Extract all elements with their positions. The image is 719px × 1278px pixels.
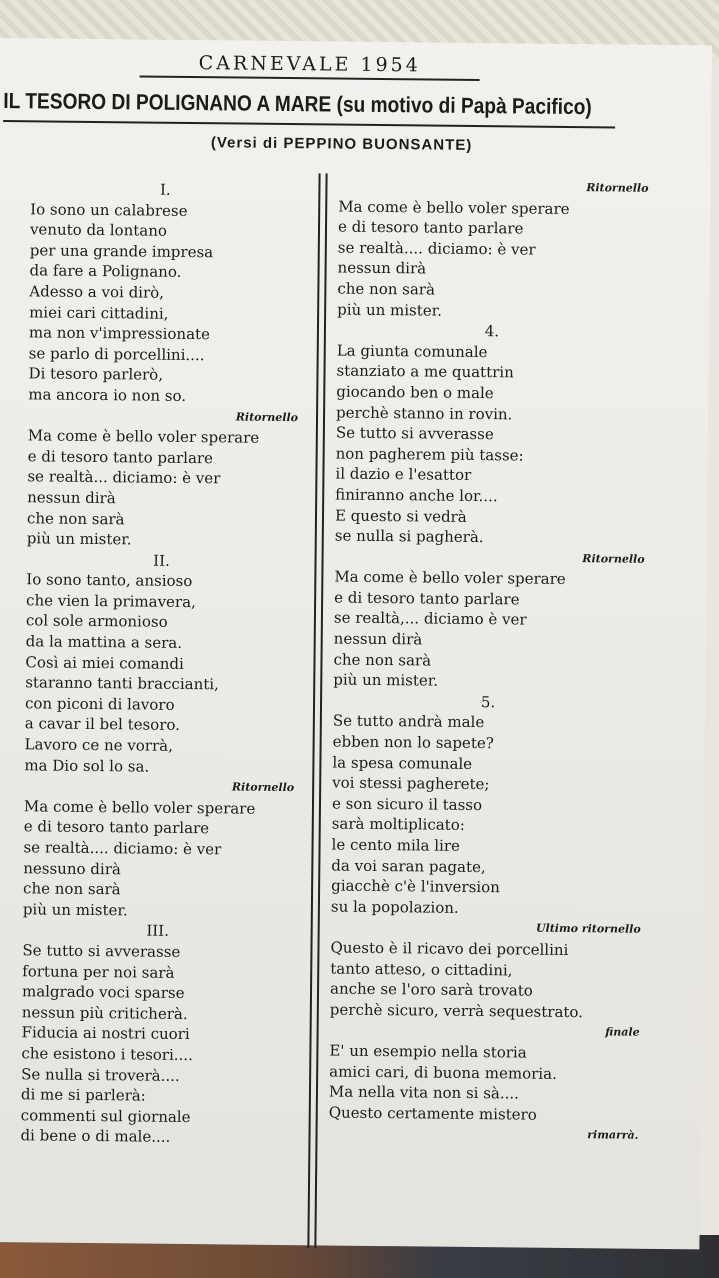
verse-line: Se tutto si avverasse xyxy=(22,941,181,961)
verse-line: da fare a Polignano. xyxy=(29,261,182,282)
verse-line: Adesso a voi dirò, xyxy=(29,282,165,302)
verse-line: se parlo di porcellini.... xyxy=(28,344,205,364)
verse-line: Ma come è bello voler sperare xyxy=(23,797,256,818)
banner-heading: CARNEVALE 1954 xyxy=(140,51,480,81)
verse-line: di me si parlerà: xyxy=(20,1085,146,1105)
verse-line: La giunta comunale xyxy=(336,341,488,361)
verse-line: sarà moltiplicato: xyxy=(331,814,465,835)
verse-line: Questo è il ricavo dei porcellini xyxy=(330,938,569,959)
verse-line: ma ancora io non so. xyxy=(28,385,187,405)
verse-line: staranno tanti braccianti, xyxy=(25,673,219,694)
verse-line: più un mister. xyxy=(337,300,443,320)
stanza-number: I. xyxy=(159,180,171,199)
section-label: Ultimo ritornello xyxy=(535,922,641,937)
verse-line: per una grande impresa xyxy=(29,241,214,262)
verse-line: malgrado voci sparse xyxy=(21,982,185,1003)
stanza-number: II. xyxy=(153,551,170,570)
verse-line: commenti sul giornale xyxy=(20,1105,191,1126)
right-column xyxy=(328,176,648,1147)
verse-line: la spesa comunale xyxy=(332,753,473,773)
verse-line: giacchè c'è l'inversion xyxy=(331,876,500,897)
verse-line: Questo certamente mistero xyxy=(328,1103,537,1124)
verse-line: nessun dirà xyxy=(27,488,116,508)
verse-line: Ma nella vita non si sà.... xyxy=(328,1082,520,1103)
verse-line: da la mattina a sera. xyxy=(25,632,183,653)
verse-line: finiranno anche lor.... xyxy=(335,485,498,506)
verse-line: da voi saran pagate, xyxy=(331,856,486,876)
verse-line: E' un esempio nella storia xyxy=(329,1041,527,1062)
verse-line: Fiducia ai nostri cuori xyxy=(21,1023,190,1044)
verse-line: venuto da lontano xyxy=(29,220,168,240)
section-label: Ritornello xyxy=(231,780,295,795)
verse-line: il dazio e l'esattor xyxy=(335,464,472,485)
verse-line: Io sono un calabrese xyxy=(30,199,188,220)
verse-line: Ma come è bello voler sperare xyxy=(338,197,570,218)
verse-line: che non sarà xyxy=(337,279,436,299)
verse-line: miei cari cittadini, xyxy=(29,302,169,323)
verse-line: nessun più criticherà. xyxy=(21,1003,188,1023)
verse-line: tanto atteso, o cittadini, xyxy=(330,959,513,979)
verse-line: Ma come è bello voler sperare xyxy=(334,567,566,589)
stanza-number: 4. xyxy=(484,322,500,341)
verse-line: e di tesoro tanto parlare xyxy=(337,217,524,238)
verse-line: se realtà... diciamo: è ver xyxy=(27,467,221,488)
verse-line: voi stessi pagherete; xyxy=(332,773,490,794)
verse-line: su la popolazion. xyxy=(330,897,459,917)
column-divider xyxy=(307,173,327,1248)
verse-line: con piconi di lavoro xyxy=(24,694,175,714)
verse-line: Di tesoro parlerò, xyxy=(28,364,164,385)
verse-line: Se tutto si avverasse xyxy=(335,423,494,444)
verse-line: più un mister. xyxy=(26,529,132,549)
verse-line: e di tesoro tanto parlare xyxy=(27,447,214,467)
verse-line: che vien la primavera, xyxy=(26,591,196,611)
verse-line: Se tutto andrà male xyxy=(332,711,485,732)
verse-line: e di tesoro tanto parlare xyxy=(334,588,520,609)
verse-line: e son sicuro il tasso xyxy=(331,794,483,814)
left-column xyxy=(20,178,300,1149)
section-label: Ritornello xyxy=(586,181,649,195)
section-label: rimarrà. xyxy=(587,1128,639,1143)
section-label: Ritornello xyxy=(582,551,645,566)
verse-line: Ma come è bello voler sperare xyxy=(27,426,260,447)
verse-line: a cavar il bel tesoro. xyxy=(24,714,181,735)
verse-line: perchè sicuro, verrà sequestrato. xyxy=(329,1000,584,1021)
verse-line: ma Dio sol lo sa. xyxy=(24,755,150,776)
printed-sheet xyxy=(0,38,712,1249)
author-credit: (Versi di PEPPINO BUONSANTE) xyxy=(210,134,473,154)
verse-line: Così ai miei comandi xyxy=(25,652,184,673)
verse-line: più un mister. xyxy=(333,670,439,690)
verse-line: amici cari, di buona memoria. xyxy=(329,1062,557,1083)
verse-line: nessun dirà xyxy=(333,629,423,649)
verse-line: se realtà,... diciamo è ver xyxy=(333,608,527,630)
verse-line: se nulla si pagherà. xyxy=(334,526,484,547)
verse-line: che non sarà xyxy=(333,650,432,670)
stanza-number: III. xyxy=(146,921,170,941)
title-underline xyxy=(3,120,615,128)
verse-line: anche se l'oro sarà trovato xyxy=(329,979,533,1000)
verse-line: le cento mila lire xyxy=(331,835,461,855)
verse-line: più un mister. xyxy=(22,900,128,920)
section-label: finale xyxy=(605,1025,640,1040)
verse-line: non pagherem più tasse: xyxy=(335,444,524,465)
verse-line: che non sarà xyxy=(23,879,121,899)
verse-line: nessuno dirà xyxy=(23,858,121,878)
verse-line: Se nulla si troverà.... xyxy=(21,1064,180,1085)
stanza-number: 5. xyxy=(480,692,496,712)
verse-line: Io sono tanto, ansioso xyxy=(26,570,193,591)
verse-line: giocando ben o male xyxy=(336,382,494,403)
verse-line: E questo si vedrà xyxy=(334,506,467,526)
verse-line: che esistono i tesori.... xyxy=(21,1044,194,1065)
verse-line: se realtà.... diciamo: è ver xyxy=(337,238,536,259)
verse-line: e di tesoro tanto parlare xyxy=(23,817,210,838)
verse-line: col sole armonioso xyxy=(25,611,168,632)
verse-line: ma non v'impressionate xyxy=(28,323,211,344)
section-label: Ritornello xyxy=(235,410,299,424)
verse-line: di bene o di male.... xyxy=(20,1126,171,1147)
verse-line: fortuna per noi sarà xyxy=(22,961,175,982)
verse-line: ebben non lo sapete? xyxy=(332,732,494,753)
verse-line: se realtà.... diciamo: è ver xyxy=(23,838,222,859)
verse-line: che non sarà xyxy=(26,508,125,528)
verse-line: perchè stanno in rovin. xyxy=(336,403,513,423)
verse-line: stanziato a me quattrin xyxy=(336,361,514,382)
verse-line: nessun dirà xyxy=(337,258,427,278)
verse-line: Lavoro ce ne vorrà, xyxy=(24,735,173,755)
page-title: IL TESORO DI POLIGNANO A MARE (su motivo di Papà Pacifico) xyxy=(3,88,592,120)
